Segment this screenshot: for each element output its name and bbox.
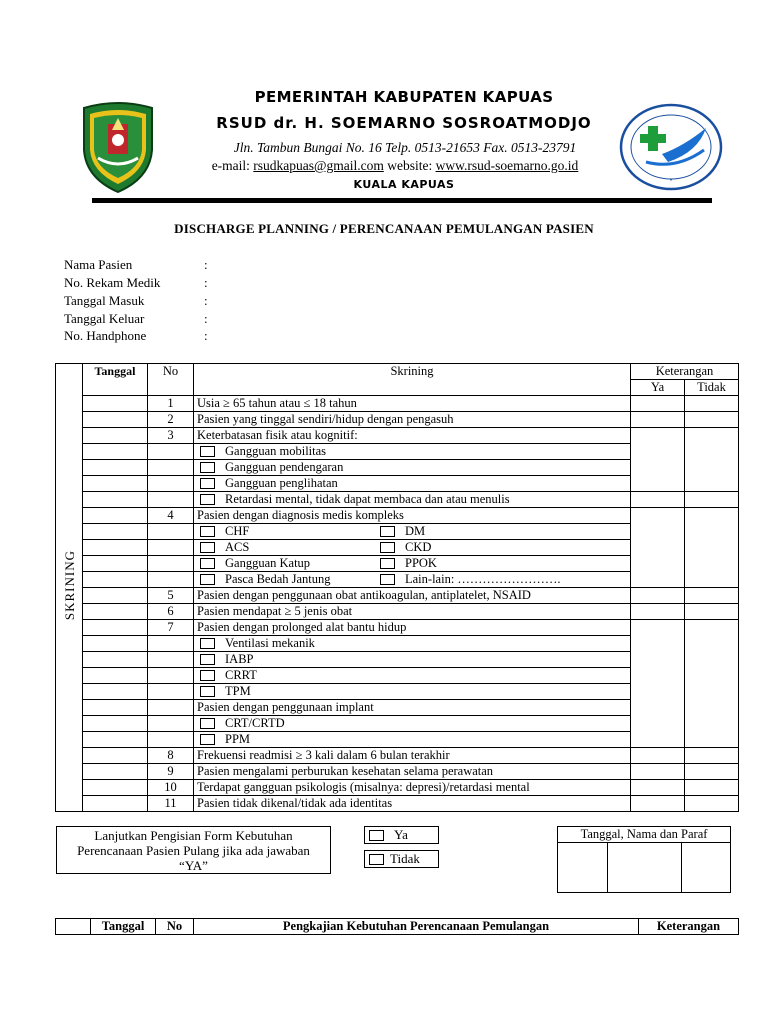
screening-table	[55, 363, 739, 812]
no-cell	[148, 476, 194, 492]
option-label: Gangguan mobilitas	[225, 444, 327, 458]
signature-name-cell[interactable]	[608, 843, 682, 893]
no-cell	[148, 556, 194, 572]
screening-subitem: Pasien dengan penggunaan implant	[194, 700, 631, 716]
date-cell	[83, 492, 148, 508]
followup-note-line: Perencanaan Pasien Pulang jika ada jawaban	[77, 843, 310, 858]
screening-item: Pasien mengalami perburukan kesehatan selama perawatan	[194, 764, 631, 780]
no-cell	[148, 684, 194, 700]
screening-item: Pasien mendapat ≥ 5 jenis obat	[194, 604, 631, 620]
option-ya[interactable]	[364, 826, 439, 844]
header-hospital-name: RSUD dr. H. SOEMARNO SOSROATMODJO	[216, 114, 592, 132]
no-cell	[148, 444, 194, 460]
date-cell[interactable]	[83, 764, 148, 780]
ya-cell[interactable]	[631, 620, 685, 748]
website-link[interactable]: www.rsud-soemarno.go.id	[435, 158, 579, 173]
tidak-cell[interactable]	[685, 412, 739, 428]
admission-date-label: Tanggal Masuk	[64, 293, 145, 308]
checkbox[interactable]	[380, 542, 395, 553]
col-ya-header: Ya	[631, 380, 685, 396]
table-row	[56, 748, 739, 764]
checkbox[interactable]	[369, 830, 384, 841]
row-number: 2	[148, 412, 194, 428]
checkbox[interactable]	[380, 574, 395, 585]
header-government: PEMERINTAH KABUPATEN KAPUAS	[254, 88, 554, 106]
option-label: CKD	[405, 540, 432, 554]
option-label: CRT/CRTD	[225, 716, 285, 730]
screening-item: Pasien dengan diagnosis medis kompleks	[194, 508, 631, 524]
option-label: IABP	[225, 652, 254, 666]
row-number: 8	[148, 748, 194, 764]
option-label: TPM	[225, 684, 251, 698]
discharge-date-row	[64, 311, 208, 327]
screening-item: Keterbatasan fisik atau kognitif:	[194, 428, 631, 444]
checkbox[interactable]	[380, 558, 395, 569]
col-skrining-header: Skrining	[194, 364, 631, 396]
separator: :	[204, 328, 208, 343]
screening-item: Frekuensi readmisi ≥ 3 kali dalam 6 bulan terakhir	[194, 748, 631, 764]
assessment-col-no: No	[156, 919, 194, 935]
screening-item: Terdapat gangguan psikologis (misalnya: depresi)/retardasi mental	[194, 780, 631, 796]
option-label: ACS	[225, 540, 250, 554]
checkbox[interactable]	[200, 542, 215, 553]
header-divider	[92, 198, 712, 203]
col-no-header: No	[148, 364, 194, 396]
table-row	[56, 780, 739, 796]
screening-side-label-cell	[56, 364, 83, 812]
ya-cell[interactable]	[631, 588, 685, 604]
checkbox[interactable]	[200, 494, 215, 505]
checkbox[interactable]	[200, 558, 215, 569]
date-cell	[83, 636, 148, 652]
screening-item: Pasien tidak dikenal/tidak ada identitas	[194, 796, 631, 812]
checkbox[interactable]	[200, 478, 215, 489]
no-cell	[148, 492, 194, 508]
patient-name-row	[64, 257, 208, 273]
row-number: 10	[148, 780, 194, 796]
date-cell[interactable]	[83, 508, 148, 524]
option-label: Pasca Bedah Jantung	[225, 572, 331, 586]
row-number: 11	[148, 796, 194, 812]
medical-record-row	[64, 275, 208, 291]
table-row	[56, 588, 739, 604]
option-row	[194, 668, 631, 684]
followup-note-line: Lanjutkan Pengisian Form Kebutuhan	[94, 828, 293, 843]
date-cell	[83, 572, 148, 588]
checkbox[interactable]	[200, 654, 215, 665]
no-cell	[148, 652, 194, 668]
tidak-cell[interactable]	[685, 508, 739, 588]
date-cell	[83, 556, 148, 572]
checkbox[interactable]	[200, 670, 215, 681]
option-row	[194, 524, 631, 540]
option-row	[194, 572, 631, 588]
table-row	[56, 604, 739, 620]
option-tidak-label: Tidak	[390, 851, 420, 866]
assessment-col-tanggal: Tanggal	[91, 919, 156, 935]
screening-item: Pasien dengan prolonged alat bantu hidup	[194, 620, 631, 636]
ya-cell[interactable]	[631, 604, 685, 620]
option-row	[194, 652, 631, 668]
row-number: 7	[148, 620, 194, 636]
assessment-col-pengkajian: Pengkajian Kebutuhan Perencanaan Pemulangan	[194, 919, 639, 935]
signature-table	[557, 826, 731, 893]
rsud-soemarno-logo	[618, 102, 724, 192]
no-cell	[148, 540, 194, 556]
date-cell	[83, 460, 148, 476]
ya-cell[interactable]	[631, 764, 685, 780]
header-city: KUALA KAPUAS	[353, 178, 455, 191]
date-cell[interactable]	[83, 412, 148, 428]
table-row	[56, 620, 739, 636]
checkbox[interactable]	[200, 446, 215, 457]
tidak-cell[interactable]	[685, 604, 739, 620]
discharge-date-label: Tanggal Keluar	[64, 311, 145, 326]
option-row	[194, 460, 631, 476]
option-row	[194, 556, 631, 572]
date-cell	[83, 540, 148, 556]
document-title: DISCHARGE PLANNING / PERENCANAAN PEMULANGAN PASIEN	[174, 221, 594, 236]
date-cell[interactable]	[83, 396, 148, 412]
no-cell	[148, 668, 194, 684]
tidak-cell[interactable]	[685, 748, 739, 764]
option-label: CRRT	[225, 668, 257, 682]
option-row	[194, 476, 631, 492]
row-number: 4	[148, 508, 194, 524]
option-label: PPOK	[405, 556, 437, 570]
admission-date-row	[64, 293, 208, 309]
date-cell	[83, 652, 148, 668]
checkbox[interactable]	[200, 686, 215, 697]
ya-cell[interactable]	[631, 748, 685, 764]
separator: :	[204, 257, 208, 272]
svg-text:•: •	[669, 177, 673, 184]
date-cell[interactable]	[83, 588, 148, 604]
date-cell[interactable]	[83, 780, 148, 796]
website-label: website:	[383, 158, 436, 173]
phone-row	[64, 328, 208, 344]
option-label: Ventilasi mekanik	[225, 636, 315, 650]
checkbox[interactable]	[200, 734, 215, 745]
signature-date-cell[interactable]	[558, 843, 608, 893]
header-address: Jln. Tambun Bungai No. 16 Telp. 0513-21653 Fax. 0513-23791	[233, 140, 577, 155]
date-cell[interactable]	[83, 620, 148, 636]
option-label: PPM	[225, 732, 251, 746]
tidak-cell[interactable]	[685, 428, 739, 492]
checkbox[interactable]	[380, 526, 395, 537]
ya-cell[interactable]	[631, 492, 685, 508]
email-link[interactable]: rsudkapuas@gmail.com	[253, 158, 384, 173]
option-row	[194, 444, 631, 460]
signature-header: Tanggal, Nama dan Paraf	[558, 827, 731, 843]
option-label: DM	[405, 524, 426, 538]
date-cell	[83, 668, 148, 684]
email-label: e-mail:	[211, 158, 254, 173]
table-row	[56, 796, 739, 812]
no-cell	[148, 700, 194, 716]
date-cell[interactable]	[83, 748, 148, 764]
checkbox[interactable]	[200, 574, 215, 585]
date-cell[interactable]	[83, 796, 148, 812]
date-cell	[83, 716, 148, 732]
tidak-cell[interactable]	[685, 588, 739, 604]
tidak-cell[interactable]	[685, 620, 739, 748]
table-row	[56, 412, 739, 428]
col-tidak-header: Tidak	[685, 380, 739, 396]
kabupaten-kapuas-logo	[78, 100, 158, 194]
date-cell	[83, 684, 148, 700]
ya-cell[interactable]	[631, 796, 685, 812]
option-tidak[interactable]	[364, 850, 439, 868]
date-cell[interactable]	[83, 428, 148, 444]
tidak-cell[interactable]	[685, 396, 739, 412]
option-ya-label: Ya	[394, 827, 408, 842]
checkbox[interactable]	[200, 462, 215, 473]
option-label: Gangguan pendengaran	[225, 460, 344, 474]
patient-name-label: Nama Pasien	[64, 257, 133, 272]
option-label: Lain-lain: …………………….	[405, 572, 561, 586]
tidak-cell[interactable]	[685, 796, 739, 812]
screening-item: Usia ≥ 65 tahun atau ≤ 18 tahun	[194, 396, 631, 412]
row-number: 5	[148, 588, 194, 604]
no-cell	[148, 716, 194, 732]
signature-paraf-cell[interactable]	[682, 843, 731, 893]
date-cell	[83, 732, 148, 748]
row-number: 1	[148, 396, 194, 412]
option-label: Gangguan penglihatan	[225, 476, 338, 490]
phone-label: No. Handphone	[64, 328, 147, 343]
assessment-blank-header	[56, 919, 91, 935]
date-cell[interactable]	[83, 604, 148, 620]
checkbox[interactable]	[369, 854, 384, 865]
option-label: Retardasi mental, tidak dapat membaca dan atau menulis	[225, 492, 510, 506]
table-row	[56, 396, 739, 412]
no-cell	[148, 460, 194, 476]
assessment-col-keterangan: Keterangan	[639, 919, 739, 935]
col-keterangan-header: Keterangan	[631, 364, 739, 380]
option-row	[194, 732, 631, 748]
option-label: CHF	[225, 524, 250, 538]
tidak-cell[interactable]	[685, 764, 739, 780]
ya-cell[interactable]	[631, 508, 685, 588]
tidak-cell[interactable]	[685, 780, 739, 796]
option-label: Gangguan Katup	[225, 556, 311, 570]
tidak-cell[interactable]	[685, 492, 739, 508]
separator: :	[204, 293, 208, 308]
checkbox[interactable]	[200, 718, 215, 729]
table-row	[56, 428, 739, 444]
no-cell	[148, 572, 194, 588]
separator: :	[204, 311, 208, 326]
table-row	[56, 508, 739, 524]
option-row	[194, 716, 631, 732]
date-cell	[83, 444, 148, 460]
date-cell	[83, 700, 148, 716]
row-number: 6	[148, 604, 194, 620]
col-tanggal-header: Tanggal	[83, 364, 148, 396]
row-number: 3	[148, 428, 194, 444]
screening-side-label: SKRINING	[61, 550, 77, 621]
date-cell	[83, 476, 148, 492]
assessment-table	[55, 918, 739, 935]
ya-cell[interactable]	[631, 412, 685, 428]
screening-item: Pasien dengan penggunaan obat antikoagulan, antiplatelet, NSAID	[194, 588, 631, 604]
option-row	[194, 492, 631, 508]
option-row	[194, 684, 631, 700]
option-row	[194, 636, 631, 652]
medical-record-label: No. Rekam Medik	[64, 275, 161, 290]
checkbox[interactable]	[200, 638, 215, 649]
followup-note-line: “YA”	[179, 858, 208, 873]
ya-cell[interactable]	[631, 428, 685, 492]
table-row	[56, 764, 739, 780]
separator: :	[204, 275, 208, 290]
ya-cell[interactable]	[631, 780, 685, 796]
no-cell	[148, 524, 194, 540]
checkbox[interactable]	[200, 526, 215, 537]
header-contact	[150, 158, 640, 174]
date-cell	[83, 524, 148, 540]
screening-item: Pasien yang tinggal sendiri/hidup dengan pengasuh	[194, 412, 631, 428]
option-row	[194, 540, 631, 556]
no-cell	[148, 636, 194, 652]
row-number: 9	[148, 764, 194, 780]
no-cell	[148, 732, 194, 748]
ya-cell[interactable]	[631, 396, 685, 412]
followup-note	[56, 826, 331, 874]
